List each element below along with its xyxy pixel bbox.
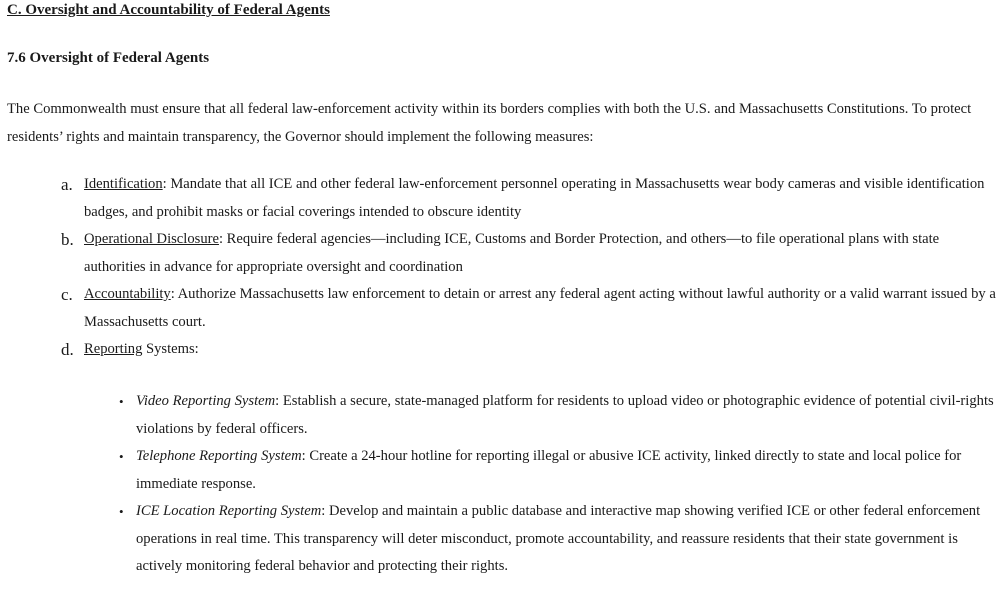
list-marker: a. [61,175,73,194]
measure-text: : Require federal agencies—including ICE, Customs and Border Protection, and others—to file operational plans with state authorities in advance for appropriate oversight and coordination [84,231,940,275]
measure-term: Identification [84,176,163,192]
measure-reporting-systems [0,336,997,364]
system-name: Telephone Reporting System [136,448,302,464]
measure-text: : Mandate that all ICE and other federal law-enforcement personnel operating in Massachusetts wear body cameras and visible identification badges, and prohibit masks or facial coverings intended to obscure identity [84,176,985,220]
subsection-heading: 7.6 Oversight of Federal Agents [7,50,210,66]
bullet-icon: • [119,394,124,409]
reporting-systems-list [0,388,1000,581]
telephone-reporting-system-item [0,443,994,498]
intro-paragraph: The Commonwealth must ensure that all federal law-enforcement activity within its borders complies with both the U.S. and Massachusetts Constitutions. To protect residents’ rights and maintain transparency, the Governor should implement the following measures: [7,101,972,145]
system-name: ICE Location Reporting System [136,503,322,519]
measure-term: Accountability [84,286,171,302]
system-name: Video Reporting System [136,393,276,409]
section-heading: C. Oversight and Accountability of Federal Agents [7,2,330,18]
measure-term: Reporting [84,341,143,357]
list-marker: b. [61,230,74,249]
list-marker: c. [61,285,73,304]
ice-location-reporting-system-item [0,498,994,581]
measure-operational-disclosure [0,226,997,281]
video-reporting-system-item [0,388,994,443]
system-text: : Establish a secure, state-managed platform for residents to upload video or photographic evidence of potential civil-rights violations by federal officers. [136,393,994,437]
list-marker: d. [61,340,74,359]
measure-identification [0,171,997,226]
bullet-icon: • [119,449,124,464]
bullet-icon: • [119,504,124,519]
measure-accountability [0,281,997,336]
measure-text: Systems: [142,341,199,357]
measure-text: : Authorize Massachusetts law enforcement to detain or arrest any federal agent acting without lawful authority or a valid warrant issued by a Massachusetts court. [84,286,996,330]
measure-term: Operational Disclosure [84,231,219,247]
system-text: : Create a 24-hour hotline for reporting illegal or abusive ICE activity, linked directly to state and local police for immediate response. [136,448,962,492]
system-text: : Develop and maintain a public database and interactive map showing verified ICE or other federal enforcement operations in real time. This transparency will deter misconduct, promote accountability, and reassure residents that their state government is actively monitoring federal behavior and protecting their rights. [136,503,981,574]
measures-list [0,171,1000,364]
